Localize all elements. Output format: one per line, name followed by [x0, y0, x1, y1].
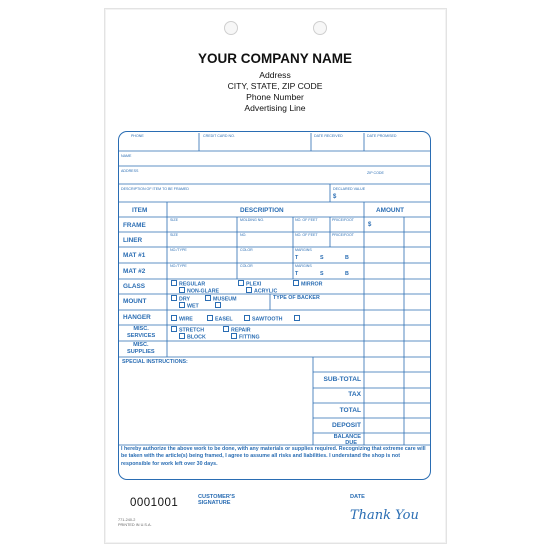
row-liner-label: LINER: [123, 237, 143, 244]
checkbox-icon: [171, 326, 177, 332]
mat2-type-field[interactable]: NO./TYPE: [170, 264, 187, 268]
glass-regular-checkbox[interactable]: REGULAR: [171, 280, 205, 288]
misc-repair-checkbox[interactable]: REPAIR: [223, 326, 251, 334]
mount-dry-checkbox[interactable]: DRY: [171, 295, 190, 303]
checkbox-icon: [171, 295, 177, 301]
thank-you-script: Thank You: [350, 508, 419, 523]
row-misc-supplies-label: MISC. SUPPLIES: [127, 342, 155, 355]
mount-wet-checkbox[interactable]: WET: [179, 302, 199, 310]
glass-plexi-checkbox[interactable]: PLEXI: [238, 280, 261, 288]
checkbox-icon: [294, 315, 300, 321]
mat1-top[interactable]: T: [295, 255, 299, 261]
customer-signature-field[interactable]: CUSTOMER'S SIGNATURE: [198, 494, 235, 507]
row-frame-label: FRAME: [123, 222, 146, 229]
declared-value-dollar: $: [333, 194, 337, 200]
checkbox-icon: [179, 333, 185, 339]
balance-due-label: BALANCE DUE: [333, 434, 361, 446]
hanger-extra-box[interactable]: [294, 315, 302, 323]
deposit-label: DEPOSIT: [332, 422, 361, 429]
frame-molding-field[interactable]: MOLDING NO.: [240, 218, 265, 222]
liner-price-field[interactable]: PRICE/FOOT: [332, 233, 354, 237]
mat1-bottom[interactable]: B: [345, 255, 349, 261]
checkbox-icon: [179, 287, 185, 293]
mat2-side[interactable]: S: [320, 271, 324, 277]
glass-acrylic-checkbox[interactable]: ACRYLIC: [246, 287, 277, 295]
checkbox-icon: [231, 333, 237, 339]
row-mat2-label: MAT #2: [123, 268, 146, 275]
name-field[interactable]: NAME: [121, 154, 132, 158]
checkbox-icon: [223, 326, 229, 332]
column-description: DESCRIPTION: [240, 207, 284, 214]
checkbox-icon: [238, 280, 244, 286]
mat1-type-field[interactable]: NO./TYPE: [170, 248, 187, 252]
row-glass-label: GLASS: [123, 283, 146, 290]
checkbox-icon: [293, 280, 299, 286]
frame-price-field[interactable]: PRICE/FOOT: [332, 218, 354, 222]
hanger-wire-checkbox[interactable]: WIRE: [171, 315, 193, 323]
credit-card-field[interactable]: CREDIT CARD NO.: [203, 134, 235, 138]
date-field[interactable]: DATE: [350, 494, 365, 500]
address-field[interactable]: ADDRESS: [121, 169, 139, 173]
column-amount: AMOUNT: [376, 207, 405, 214]
glass-mirror-checkbox[interactable]: MIRROR: [293, 280, 322, 288]
company-advertising-line: Advertising Line: [244, 103, 306, 113]
date-promised-field[interactable]: DATE PROMISED: [367, 134, 397, 138]
row-misc-services-label: MISC. SERVICES: [127, 326, 156, 339]
mat1-margins-field[interactable]: MARGINS: [295, 248, 312, 252]
declared-value-field[interactable]: DECLARED VALUE: [333, 187, 366, 191]
checkbox-icon: [205, 295, 211, 301]
mat2-color-field[interactable]: COLOR: [240, 264, 253, 268]
misc-block-checkbox[interactable]: BLOCK: [179, 333, 206, 341]
checkbox-icon: [171, 280, 177, 286]
hanger-sawtooth-checkbox[interactable]: SAWTOOTH: [244, 315, 283, 323]
checkbox-icon: [171, 315, 177, 321]
zip-code-field[interactable]: ZIP CODE: [367, 171, 384, 175]
mat2-margins-field[interactable]: MARGINS: [295, 264, 312, 268]
mount-museum-checkbox[interactable]: MUSEUM: [205, 295, 237, 303]
row-mat1-label: MAT #1: [123, 252, 146, 259]
company-city-state-zip: CITY, STATE, ZIP CODE: [227, 81, 323, 91]
frame-size-field[interactable]: SIZE: [170, 218, 178, 222]
authorization-text: I hereby authorize the above work to be done, with any materials or supplies required. Recognizing that extreme care will be taken with the article(s) being framed, I agree to assume all risks and liabilities. I understand the shop is not responsible for work left over 30 days.: [121, 446, 426, 467]
mat2-top[interactable]: T: [295, 271, 299, 277]
total-label: TOTAL: [339, 407, 361, 414]
checkbox-icon: [207, 315, 213, 321]
mount-wet-extra-box[interactable]: [215, 302, 223, 310]
company-address: Address: [259, 70, 291, 80]
tax-label: TAX: [348, 391, 361, 398]
checkbox-icon: [179, 302, 185, 308]
type-of-backer-field[interactable]: TYPE OF BACKER: [273, 295, 320, 301]
company-phone: Phone Number: [246, 92, 304, 102]
date-received-field[interactable]: DATE RECEIVED: [314, 134, 343, 138]
form-number: 0001001: [130, 497, 179, 509]
row-mount-label: MOUNT: [123, 298, 147, 305]
liner-feet-field[interactable]: NO. OF FEET: [295, 233, 318, 237]
checkbox-icon: [244, 315, 250, 321]
misc-stretch-checkbox[interactable]: STRETCH: [171, 326, 204, 334]
amount-dollar: $: [368, 222, 372, 228]
frame-feet-field[interactable]: NO. OF FEET: [295, 218, 318, 222]
mat1-side[interactable]: S: [320, 255, 324, 261]
liner-no-field[interactable]: NO.: [240, 233, 247, 237]
printer-info: 771-240-2 PRINTED IN U.S.A.: [118, 518, 152, 527]
liner-size-field[interactable]: SIZE: [170, 233, 178, 237]
subtotal-label: SUB-TOTAL: [323, 376, 361, 383]
description-item-field[interactable]: DESCRIPTION OF ITEM TO BE FRAMED: [121, 187, 189, 191]
phone-field[interactable]: PHONE: [131, 134, 144, 138]
mat2-bottom[interactable]: B: [345, 271, 349, 277]
company-name: YOUR COMPANY NAME: [197, 51, 352, 66]
row-hanger-label: HANGER: [123, 314, 151, 321]
checkbox-icon: [215, 302, 221, 308]
special-instructions-field[interactable]: SPECIAL INSTRUCTIONS:: [122, 359, 188, 365]
mat1-color-field[interactable]: COLOR: [240, 248, 253, 252]
hanger-easel-checkbox[interactable]: EASEL: [207, 315, 233, 323]
glass-non-glare-checkbox[interactable]: NON-GLARE: [179, 287, 219, 295]
misc-fitting-checkbox[interactable]: FITTING: [231, 333, 260, 341]
checkbox-icon: [246, 287, 252, 293]
column-item: ITEM: [132, 207, 148, 214]
